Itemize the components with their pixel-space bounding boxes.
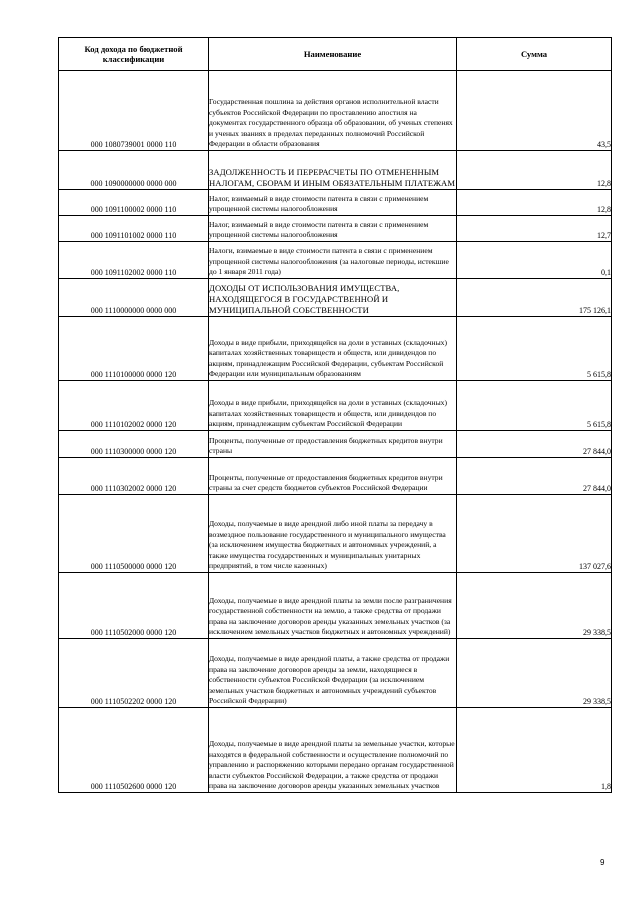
row-name: Доходы, получаемые в виде арендной платы за земельные участки, которые находятся в федеральной собственности и осуществление полномочий по управлению и распоряжению которыми передано органам государственной власти субъектов Российской Федерации, а также средства от продажи права на заключение договоров аренды указанных земельных участков: [209, 708, 457, 793]
table-row: [59, 639, 612, 708]
row-name: ЗАДОЛЖЕННОСТЬ И ПЕРЕРАСЧЕТЫ ПО ОТМЕНЕННЫМ НАЛОГАМ, СБОРАМ И ИНЫМ ОБЯЗАТЕЛЬНЫМ ПЛАТЕЖАМ: [209, 151, 457, 190]
row-sum: 12,7: [457, 216, 612, 242]
row-code: 000 1110500000 0000 120: [59, 495, 209, 573]
row-sum: 27 844,0: [457, 431, 612, 458]
row-code: 000 1110102002 0000 120: [59, 381, 209, 431]
row-code: 000 1110502202 0000 120: [59, 639, 209, 708]
table-row: [59, 317, 612, 381]
table-row: [59, 151, 612, 190]
header-sum: Сумма: [457, 38, 612, 71]
row-name: Государственная пошлина за действия органов исполнительной власти субъектов Российской Федерации по проставлению апостиля на документах государственного образца об образовании, об ученых степенях и ученых званиях в пределах переданных полномочий Российской Федерации в области образования: [209, 71, 457, 151]
row-code: 000 1090000000 0000 000: [59, 151, 209, 190]
row-name: Доходы в виде прибыли, приходящейся на доли в уставных (складочных) капиталах хозяйственных товариществ и обществ, или дивидендов по акциям, принадлежащим субъектам Российской Федерации: [209, 381, 457, 431]
table-row: [59, 242, 612, 279]
row-code: 000 1110502000 0000 120: [59, 573, 209, 639]
page-number: 9: [600, 858, 605, 867]
table-row: [59, 458, 612, 495]
table-row: [59, 279, 612, 317]
table-row: [59, 381, 612, 431]
header-code: Код дохода по бюджетной классификации: [59, 38, 209, 71]
row-name: Доходы, получаемые в виде арендной либо иной платы за передачу в возмездное пользование государственного и муниципального имущества (за исключением имущества бюджетных и автономных учреждений, а также имущества государственных и муниципальных унитарных предприятий, в том числе казенных): [209, 495, 457, 573]
row-code: 000 1110300000 0000 120: [59, 431, 209, 458]
table-row: [59, 190, 612, 216]
row-name: Налог, взимаемый в виде стоимости патента в связи с применением упрощенной системы налогообложения: [209, 190, 457, 216]
table-header-row: [59, 38, 612, 71]
row-code: 000 1091100002 0000 110: [59, 190, 209, 216]
row-code: 000 1110502600 0000 120: [59, 708, 209, 793]
revenue-table: [58, 37, 612, 793]
row-sum: 27 844,0: [457, 458, 612, 495]
row-code: 000 1080739001 0000 110: [59, 71, 209, 151]
row-name: Доходы, получаемые в виде арендной платы за земли после разграничения государственной собственности на землю, а также средства от продажи права на заключение договоров аренды указанных земельных участков (за исключением земельных участков бюджетных и автономных учреждений): [209, 573, 457, 639]
table-row: [59, 71, 612, 151]
row-name: Доходы, получаемые в виде арендной платы, а также средства от продажи права на заключение договоров аренды за земли, находящиеся в собственности субъектов Российской Федерации (за исключением земельных участков бюджетных и автономных учреждений субъектов Российской Федерации): [209, 639, 457, 708]
row-sum: 12,8: [457, 190, 612, 216]
row-sum: 43,5: [457, 71, 612, 151]
row-code: 000 1091101002 0000 110: [59, 216, 209, 242]
row-code: 000 1110302002 0000 120: [59, 458, 209, 495]
row-sum: 137 027,6: [457, 495, 612, 573]
row-sum: 29 338,5: [457, 639, 612, 708]
row-sum: 5 615,8: [457, 317, 612, 381]
row-sum: 1,8: [457, 708, 612, 793]
row-sum: 29 338,5: [457, 573, 612, 639]
row-name: Проценты, полученные от предоставления бюджетных кредитов внутри страны: [209, 431, 457, 458]
table-row: [59, 216, 612, 242]
table-row: [59, 708, 612, 793]
row-sum: 0,1: [457, 242, 612, 279]
row-name: Налог, взимаемый в виде стоимости патента в связи с применением упрощенной системы налогообложения: [209, 216, 457, 242]
table-row: [59, 431, 612, 458]
row-code: 000 1110100000 0000 120: [59, 317, 209, 381]
row-sum: 5 615,8: [457, 381, 612, 431]
row-sum: 175 126,1: [457, 279, 612, 317]
row-name: Налоги, взимаемые в виде стоимости патента в связи с применением упрощенной системы налогообложения (за налоговые периоды, истекшие до 1 января 2011 года): [209, 242, 457, 279]
row-code: 000 1110000000 0000 000: [59, 279, 209, 317]
row-code: 000 1091102002 0000 110: [59, 242, 209, 279]
row-name: Проценты, полученные от предоставления бюджетных кредитов внутри страны за счет средств бюджетов субъектов Российской Федерации: [209, 458, 457, 495]
row-sum: 12,8: [457, 151, 612, 190]
row-name: Доходы в виде прибыли, приходящейся на доли в уставных (складочных) капиталах хозяйственных товариществ и обществ, или дивидендов по акциям, принадлежащим Российской Федерации, субъектам Российской Федерации или муниципальным образованиям: [209, 317, 457, 381]
row-name: ДОХОДЫ ОТ ИСПОЛЬЗОВАНИЯ ИМУЩЕСТВА, НАХОДЯЩЕГОСЯ В ГОСУДАРСТВЕННОЙ И МУНИЦИПАЛЬНОЙ СОБСТВЕННОСТИ: [209, 279, 457, 317]
header-name: Наименование: [209, 38, 457, 71]
table-row: [59, 573, 612, 639]
table-row: [59, 495, 612, 573]
